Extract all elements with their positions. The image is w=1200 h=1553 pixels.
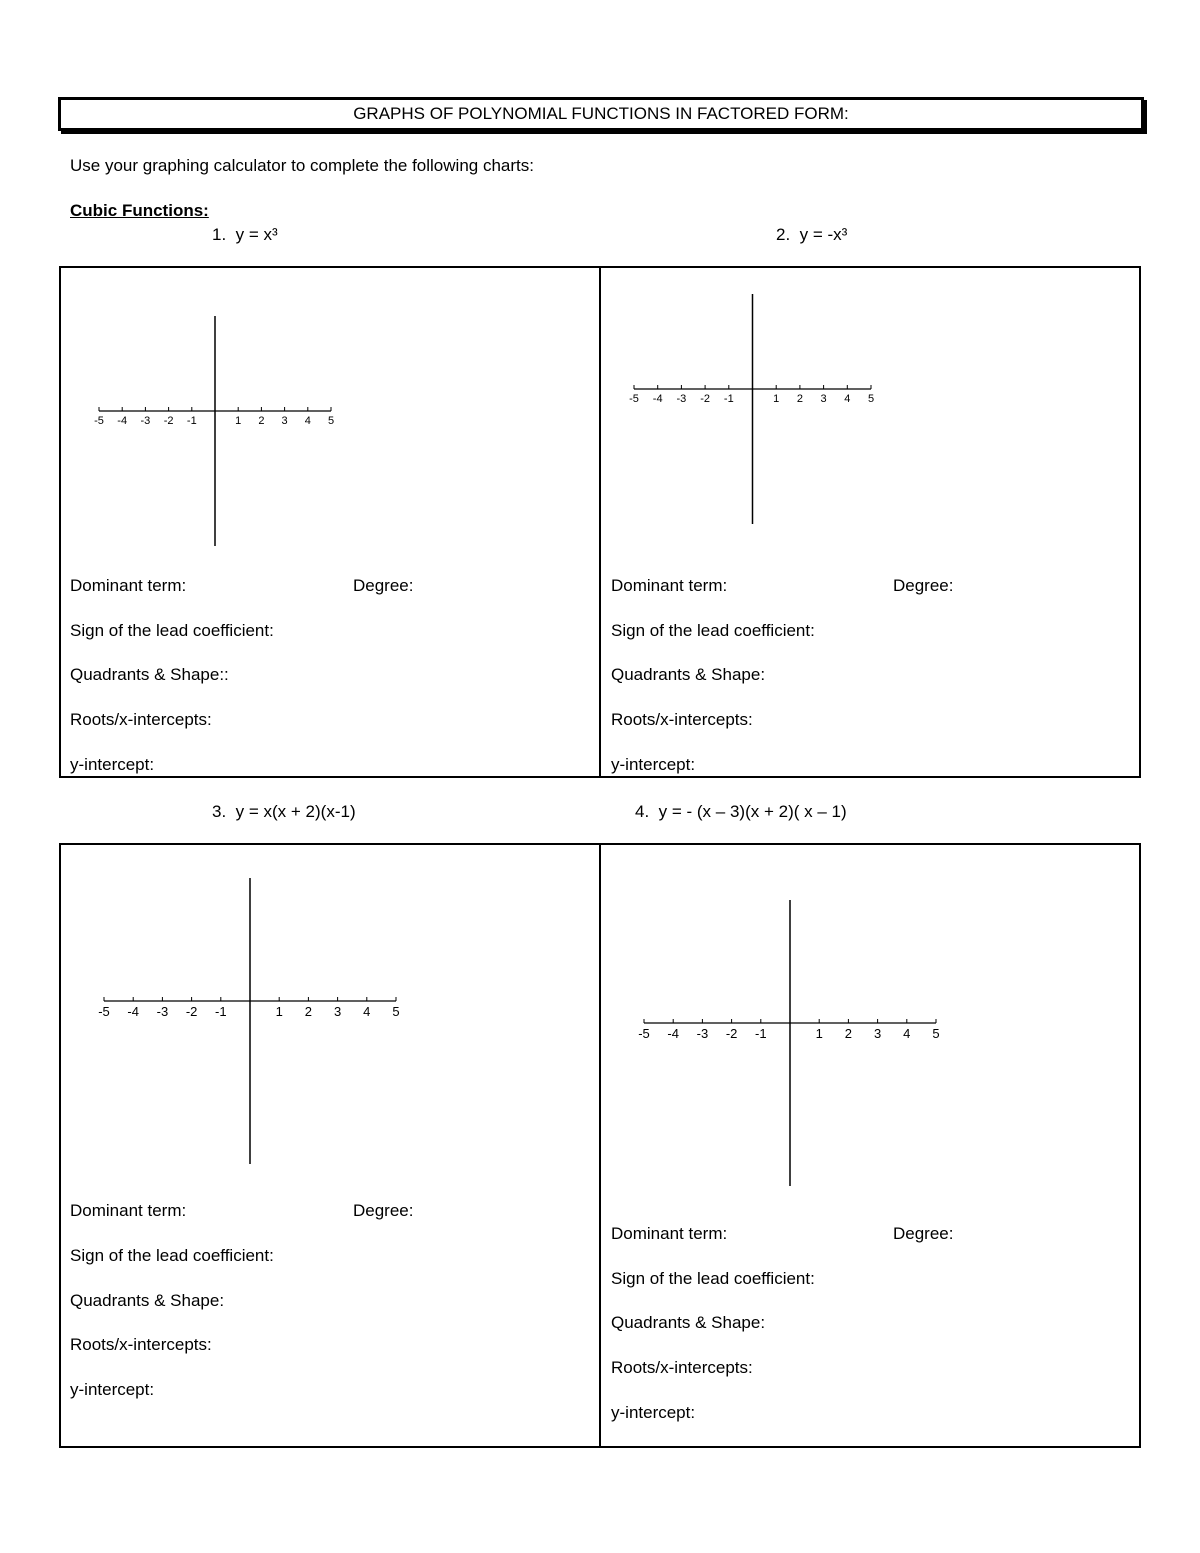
x-tick-label: 5 — [932, 1026, 940, 1041]
problem-equation: y = - (x – 3)(x + 2)( x – 1) — [658, 802, 847, 821]
roots-label: Roots/x-intercepts: — [70, 710, 212, 729]
x-tick-label: -3 — [156, 1004, 169, 1019]
x-tick-label: -5 — [629, 393, 639, 405]
x-tick-label: 2 — [796, 393, 803, 405]
x-tick-label: -1 — [186, 415, 197, 427]
x-tick-label: -5 — [94, 415, 104, 427]
x-tick-label: 5 — [392, 1004, 400, 1019]
x-tick-label: -2 — [163, 415, 174, 427]
degree-label: Degree: — [353, 576, 414, 595]
dominant-term-label: Dominant term: — [70, 1201, 187, 1220]
x-tick-label: -1 — [215, 1004, 227, 1019]
lead-coefficient-sign-label: Sign of the lead coefficient: — [611, 621, 815, 640]
problem-number: 4. — [635, 802, 650, 821]
lead-coefficient-sign-label: Sign of the lead coefficient: — [70, 1246, 274, 1265]
problem-number: 2. — [776, 225, 791, 244]
problem-equation: y = x³ — [235, 225, 278, 244]
degree-label: Degree: — [893, 1224, 954, 1243]
roots-label: Roots/x-intercepts: — [70, 1335, 212, 1354]
y-intercept-label: y-intercept: — [70, 755, 155, 774]
x-tick-label: 1 — [275, 1004, 283, 1019]
quadrants-shape-label: Quadrants & Shape: — [611, 1313, 766, 1332]
x-tick-label: 5 — [327, 415, 335, 427]
x-tick-label: -2 — [700, 393, 710, 405]
panel-divider — [599, 266, 601, 778]
x-tick-label: -1 — [755, 1026, 767, 1041]
x-tick-label: 2 — [844, 1026, 853, 1041]
x-tick-label: -3 — [676, 393, 687, 405]
problem-4-label — [635, 802, 847, 822]
lead-coefficient-sign-label: Sign of the lead coefficient: — [611, 1269, 815, 1288]
x-tick-label: -5 — [638, 1026, 650, 1041]
x-tick-label: -4 — [652, 393, 663, 405]
x-tick-label: -2 — [185, 1004, 198, 1019]
quadrants-shape-label: Quadrants & Shape: — [70, 1291, 225, 1310]
coordinate-axes — [640, 900, 940, 1186]
coordinate-axes — [95, 316, 335, 546]
x-tick-label: 1 — [773, 393, 780, 405]
x-tick-label: 3 — [873, 1026, 882, 1041]
x-tick-label: -3 — [140, 415, 151, 427]
problem-equation: y = -x³ — [799, 225, 848, 244]
x-tick-label: 3 — [820, 393, 827, 405]
x-tick-label: 4 — [304, 415, 311, 427]
page-title: GRAPHS OF POLYNOMIAL FUNCTIONS IN FACTORED FORM: — [58, 97, 1144, 131]
coordinate-axes — [630, 294, 875, 524]
dominant-term-label: Dominant term: — [611, 576, 728, 595]
x-tick-label: -2 — [725, 1026, 738, 1041]
quadrants-shape-label: Quadrants & Shape:: — [70, 665, 229, 684]
problem-1-label — [212, 225, 278, 245]
degree-label: Degree: — [893, 576, 954, 595]
coordinate-axes — [100, 878, 400, 1164]
problem-number: 3. — [212, 802, 227, 821]
x-tick-label: 2 — [304, 1004, 313, 1019]
roots-label: Roots/x-intercepts: — [611, 1358, 753, 1377]
roots-label: Roots/x-intercepts: — [611, 710, 753, 729]
quadrants-shape-label: Quadrants & Shape: — [611, 665, 766, 684]
dominant-term-label: Dominant term: — [611, 1224, 728, 1243]
x-tick-label: -4 — [127, 1004, 139, 1019]
x-tick-label: 3 — [333, 1004, 342, 1019]
x-tick-label: -4 — [117, 415, 128, 427]
section-heading: Cubic Functions: — [70, 201, 209, 220]
x-tick-label: 3 — [281, 415, 288, 427]
x-tick-label: 2 — [258, 415, 265, 427]
y-intercept-label: y-intercept: — [611, 755, 696, 774]
panel-divider — [599, 843, 601, 1448]
x-tick-label: -3 — [696, 1026, 709, 1041]
x-tick-label: 5 — [867, 393, 875, 405]
x-tick-label: 4 — [903, 1026, 911, 1041]
problem-2-label — [776, 225, 847, 245]
x-tick-label: 4 — [363, 1004, 371, 1019]
problem-3-label — [212, 802, 356, 822]
x-tick-label: -5 — [98, 1004, 110, 1019]
x-tick-label: 4 — [844, 393, 851, 405]
x-tick-label: -1 — [723, 393, 734, 405]
y-intercept-label: y-intercept: — [611, 1403, 696, 1422]
x-tick-label: 1 — [235, 415, 242, 427]
degree-label: Degree: — [353, 1201, 414, 1220]
instructions: Use your graphing calculator to complete the following charts: — [70, 156, 534, 175]
x-tick-label: -4 — [667, 1026, 679, 1041]
problem-number: 1. — [212, 225, 227, 244]
dominant-term-label: Dominant term: — [70, 576, 187, 595]
problem-equation: y = x(x + 2)(x-1) — [235, 802, 356, 821]
x-tick-label: 1 — [815, 1026, 823, 1041]
y-intercept-label: y-intercept: — [70, 1380, 155, 1399]
lead-coefficient-sign-label: Sign of the lead coefficient: — [70, 621, 274, 640]
